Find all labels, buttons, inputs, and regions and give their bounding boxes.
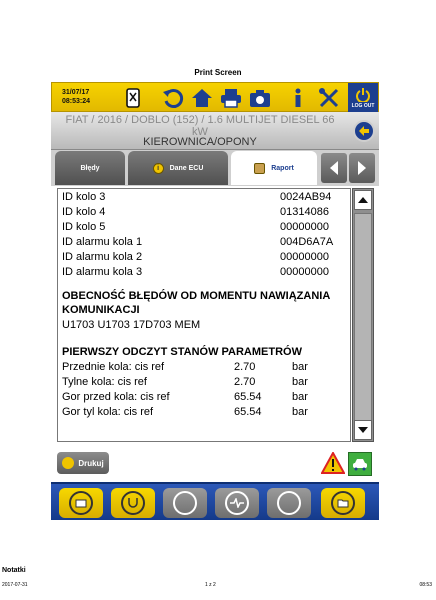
errors-heading-cont: KOMUNIKACJI xyxy=(62,304,140,316)
scroll-thumb[interactable] xyxy=(354,213,372,423)
list-item xyxy=(62,191,332,204)
item-value: 0024AB94 xyxy=(280,191,332,203)
dock-folder-button[interactable] xyxy=(321,488,365,518)
list-item xyxy=(62,251,329,264)
report-panel[interactable] xyxy=(57,188,351,442)
table-row xyxy=(62,376,308,389)
scroll-up-button[interactable] xyxy=(354,190,372,210)
tab-bar xyxy=(51,150,379,186)
logout-label: LOG OUT xyxy=(351,102,375,109)
warning-icon xyxy=(321,452,345,474)
system-name: KIEROWNICA/OPONY xyxy=(143,136,257,148)
refresh-icon xyxy=(162,87,184,109)
notes-label: Notatki xyxy=(2,567,26,574)
param-label: Gor przed kola: cis ref xyxy=(62,391,170,403)
item-value: 004D6A7A xyxy=(280,236,334,248)
ecu-icon: i xyxy=(153,163,164,174)
top-toolbar xyxy=(51,82,379,112)
chevron-left-icon xyxy=(329,160,339,176)
print-icon xyxy=(62,457,74,469)
list-item xyxy=(62,206,329,219)
list-item xyxy=(62,266,329,279)
tab-report[interactable] xyxy=(231,151,317,185)
info-button[interactable] xyxy=(285,85,311,111)
param-unit: bar xyxy=(292,361,308,373)
dock-photo-button[interactable] xyxy=(59,488,103,518)
param-value: 65.54 xyxy=(234,406,262,418)
param-unit: bar xyxy=(292,391,308,403)
print-label: Drukuj xyxy=(78,458,104,468)
home-icon xyxy=(191,88,213,108)
item-value: 00000000 xyxy=(280,266,329,278)
param-label: Przednie kola: cis ref xyxy=(62,361,165,373)
car-connection-icon xyxy=(352,457,368,471)
adjust-icon xyxy=(173,491,197,515)
connection-button[interactable] xyxy=(348,452,372,476)
item-label: ID alarmu kola 2 xyxy=(62,251,143,263)
camera-icon xyxy=(249,88,271,108)
table-row xyxy=(62,406,308,419)
item-value: 00000000 xyxy=(280,221,329,233)
tools-button[interactable] xyxy=(316,85,342,111)
folder-icon xyxy=(331,491,355,515)
param-label: Gor tyl kola: cis ref xyxy=(62,406,154,418)
tab-prev-button[interactable] xyxy=(321,153,347,183)
param-value: 2.70 xyxy=(234,361,256,373)
date-text: 31/07/17 xyxy=(62,89,90,96)
bottom-dock xyxy=(51,482,379,520)
power-icon xyxy=(356,88,370,102)
triangle-up-icon xyxy=(358,197,368,203)
oscilloscope-icon xyxy=(225,491,249,515)
item-value: 00000000 xyxy=(280,251,329,263)
stethoscope-icon xyxy=(121,491,145,515)
tools-icon xyxy=(318,87,340,109)
time-text: 08:53:24 xyxy=(62,98,91,105)
item-label: ID alarmu kola 1 xyxy=(62,236,143,248)
print-toolbar-button[interactable] xyxy=(218,85,244,111)
refresh-button[interactable] xyxy=(160,85,186,111)
footer-date: 2017-07-31 xyxy=(2,582,28,588)
back-arrow-icon xyxy=(358,125,370,137)
triangle-down-icon xyxy=(358,427,368,433)
dock-gauge-button[interactable] xyxy=(267,488,311,518)
print-button[interactable] xyxy=(57,452,109,474)
footer-time: 08:53 xyxy=(419,582,432,588)
datetime xyxy=(62,88,90,106)
item-label: ID kolo 5 xyxy=(62,221,106,233)
dock-adjust-button[interactable] xyxy=(163,488,207,518)
page-title: Print Screen xyxy=(194,68,242,77)
vehicle-header xyxy=(51,112,379,150)
info-icon xyxy=(293,88,303,108)
tab-errors[interactable] xyxy=(55,151,125,185)
param-label: Tylne kola: cis ref xyxy=(62,376,147,388)
item-value: 01314086 xyxy=(280,206,329,218)
param-unit: bar xyxy=(292,376,308,388)
list-item xyxy=(62,236,334,249)
vehicle-model: FIAT / 2016 / DOBLO (152) / 1.6 MULTIJET DIESEL 66 kW xyxy=(65,114,335,138)
home-button[interactable] xyxy=(189,85,215,111)
tab-errors-label: Błędy xyxy=(80,164,100,172)
warning-button[interactable] xyxy=(321,452,345,476)
tab-report-label: Raport xyxy=(271,164,294,172)
logout-button[interactable] xyxy=(348,83,378,113)
chevron-right-icon xyxy=(357,160,367,176)
list-item xyxy=(62,221,329,234)
report-icon xyxy=(254,163,265,174)
params-heading: PIERWSZY ODCZYT STANÓW PARAMETRÓW xyxy=(62,346,302,358)
footer-page: 1 z 2 xyxy=(205,582,216,588)
scroll-down-button[interactable] xyxy=(354,420,372,440)
printer-icon xyxy=(220,88,242,108)
table-row xyxy=(62,391,308,404)
item-label: ID alarmu kola 3 xyxy=(62,266,143,278)
dock-oscilloscope-button[interactable] xyxy=(215,488,259,518)
tab-ecu-data[interactable] xyxy=(128,151,228,185)
param-value: 2.70 xyxy=(234,376,256,388)
table-row xyxy=(62,361,308,374)
device-button[interactable] xyxy=(120,85,146,111)
dock-diagnosis-button[interactable] xyxy=(111,488,155,518)
error-codes: U1703 U1703 17D703 MEM xyxy=(62,319,201,331)
tab-ecu-data-label: Dane ECU xyxy=(169,164,204,172)
device-icon xyxy=(126,88,140,108)
param-unit: bar xyxy=(292,406,308,418)
errors-heading: OBECNOŚĆ BŁĘDÓW OD MOMENTU NAWIĄZANIA xyxy=(62,290,331,302)
item-label: ID kolo 3 xyxy=(62,191,106,203)
item-label: ID kolo 4 xyxy=(62,206,106,218)
scrollbar[interactable] xyxy=(352,188,374,442)
param-value: 65.54 xyxy=(234,391,262,403)
photo-icon xyxy=(69,491,93,515)
gauge-icon xyxy=(277,491,301,515)
diagnostic-screen xyxy=(51,82,379,522)
camera-button[interactable] xyxy=(247,85,273,111)
back-button[interactable] xyxy=(353,120,375,142)
tab-next-button[interactable] xyxy=(349,153,375,183)
